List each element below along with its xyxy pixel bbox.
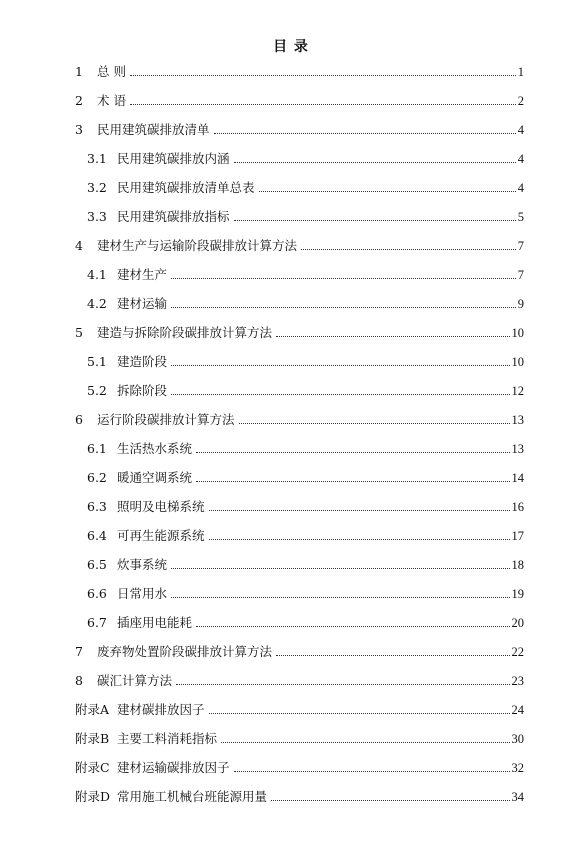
toc-entry-label: 建造阶段 bbox=[117, 354, 168, 369]
toc-dot-leader bbox=[209, 510, 510, 511]
toc-dot-leader bbox=[130, 104, 516, 105]
toc-entry-page-number: 2 bbox=[517, 94, 524, 108]
toc-entry-page-number: 13 bbox=[511, 442, 524, 456]
toc-entry-page-number: 20 bbox=[511, 616, 524, 630]
toc-dot-leader bbox=[130, 75, 516, 76]
toc-dot-leader bbox=[239, 423, 510, 424]
toc-entry-text bbox=[75, 324, 274, 342]
toc-entry-number: 附录C bbox=[75, 760, 110, 775]
toc-entry-label: 民用建筑碳排放清单 bbox=[97, 122, 210, 137]
toc-dot-leader bbox=[196, 626, 509, 627]
toc-dot-leader bbox=[196, 452, 509, 453]
toc-entry-number: 6.6 bbox=[87, 586, 107, 601]
toc-entry[interactable] bbox=[75, 701, 524, 719]
toc-dot-leader bbox=[171, 278, 516, 279]
toc-entry[interactable] bbox=[87, 469, 524, 487]
toc-entry-number: 6.1 bbox=[87, 441, 107, 456]
toc-dot-leader bbox=[171, 365, 509, 366]
toc-entry-label: 主要工料消耗指标 bbox=[117, 731, 218, 746]
toc-dot-leader bbox=[301, 249, 516, 250]
toc-entry-text bbox=[75, 788, 269, 806]
toc-title: 目 录 bbox=[273, 39, 309, 55]
toc-entry-text bbox=[75, 730, 219, 748]
toc-entry-label: 日常用水 bbox=[117, 586, 168, 601]
toc-entry-number: 附录A bbox=[75, 702, 110, 717]
toc-entry-page-number: 16 bbox=[511, 500, 524, 514]
toc-entry-label: 照明及电梯系统 bbox=[117, 499, 205, 514]
toc-entry-label: 常用施工机械台班能源用量 bbox=[117, 789, 268, 804]
toc-entry-number: 7 bbox=[75, 644, 83, 659]
toc-entry[interactable] bbox=[87, 150, 524, 168]
toc-entry-number: 附录B bbox=[75, 731, 110, 746]
toc-entry[interactable] bbox=[87, 556, 524, 574]
toc-entry-label: 碳汇计算方法 bbox=[97, 673, 173, 688]
toc-entry[interactable] bbox=[87, 382, 524, 400]
toc-entry-label: 拆除阶段 bbox=[117, 383, 168, 398]
toc-entry[interactable] bbox=[75, 63, 524, 81]
toc-entry-text bbox=[87, 556, 169, 574]
toc-entry-page-number: 10 bbox=[511, 355, 524, 369]
toc-entry-number: 3.1 bbox=[87, 151, 107, 166]
toc-entry-page-number: 5 bbox=[517, 210, 524, 224]
toc-entry-page-number: 1 bbox=[517, 65, 524, 79]
toc-entry[interactable] bbox=[87, 295, 524, 313]
toc-entry-page-number: 22 bbox=[511, 645, 524, 659]
toc-entry-number: 6.7 bbox=[87, 615, 107, 630]
toc-entry-page-number: 4 bbox=[517, 181, 524, 195]
toc-entry-text bbox=[87, 469, 194, 487]
toc-entry[interactable] bbox=[75, 237, 524, 255]
toc-entry-number: 6.4 bbox=[87, 528, 107, 543]
toc-entry-text bbox=[75, 759, 232, 777]
toc-entry-text bbox=[75, 63, 128, 81]
toc-entry-number: 1 bbox=[75, 64, 83, 79]
toc-entry-text bbox=[75, 121, 212, 139]
toc-entry-label: 民用建筑碳排放指标 bbox=[117, 209, 230, 224]
toc-entry-text bbox=[87, 614, 194, 632]
toc-entry-label: 建材生产 bbox=[117, 267, 168, 282]
toc-entry-label: 民用建筑碳排放清单总表 bbox=[117, 180, 255, 195]
toc-entry[interactable] bbox=[75, 730, 524, 748]
toc-entry-number: 6.2 bbox=[87, 470, 107, 485]
toc-entry[interactable] bbox=[75, 121, 524, 139]
toc-dot-leader bbox=[171, 307, 516, 308]
toc-entry-text bbox=[87, 150, 232, 168]
toc-entry-page-number: 4 bbox=[517, 123, 524, 137]
toc-dot-leader bbox=[196, 481, 509, 482]
toc-entry-number: 2 bbox=[75, 93, 83, 108]
toc-entry[interactable] bbox=[87, 208, 524, 226]
toc-entry-label: 总 则 bbox=[97, 64, 126, 79]
toc-entry-text bbox=[87, 382, 169, 400]
toc-entry[interactable] bbox=[87, 527, 524, 545]
toc-entry-page-number: 10 bbox=[511, 326, 524, 340]
toc-entry-label: 建材运输碳排放因子 bbox=[117, 760, 230, 775]
toc-dot-leader bbox=[176, 684, 509, 685]
toc-entry[interactable] bbox=[87, 614, 524, 632]
toc-entry-label: 可再生能源系统 bbox=[117, 528, 205, 543]
toc-entry-text bbox=[75, 643, 274, 661]
toc-entry-number: 附录D bbox=[75, 789, 111, 804]
toc-dot-leader bbox=[171, 568, 509, 569]
toc-entry-page-number: 32 bbox=[511, 761, 524, 775]
toc-entry-page-number: 9 bbox=[517, 297, 524, 311]
toc-entry-page-number: 30 bbox=[511, 732, 524, 746]
toc-entry-text bbox=[87, 440, 194, 458]
toc-entry-page-number: 24 bbox=[511, 703, 524, 717]
toc-entry-number: 5.2 bbox=[87, 383, 107, 398]
toc-entry[interactable] bbox=[75, 92, 524, 110]
toc-entry-number: 6.5 bbox=[87, 557, 107, 572]
toc-entry-text bbox=[75, 701, 207, 719]
toc-entry-number: 5.1 bbox=[87, 354, 107, 369]
toc-dot-leader bbox=[214, 133, 516, 134]
toc-entry-text bbox=[87, 266, 169, 284]
toc-dot-leader bbox=[209, 713, 510, 714]
toc-dot-leader bbox=[234, 162, 516, 163]
toc-entry-number: 3.2 bbox=[87, 180, 107, 195]
toc-dot-leader bbox=[271, 800, 509, 801]
toc-entry-label: 民用建筑碳排放内涵 bbox=[117, 151, 230, 166]
toc-dot-leader bbox=[259, 191, 516, 192]
toc-entry-text bbox=[87, 179, 257, 197]
toc-entry-text bbox=[75, 411, 237, 429]
toc-entry-text bbox=[87, 295, 169, 313]
toc-entry[interactable] bbox=[75, 643, 524, 661]
toc-entry[interactable] bbox=[87, 179, 524, 197]
toc-entry-label: 建造与拆除阶段碳排放计算方法 bbox=[97, 325, 273, 340]
toc-entry[interactable] bbox=[75, 411, 524, 429]
toc-entry-page-number: 17 bbox=[511, 529, 524, 543]
toc-entry-text bbox=[87, 527, 207, 545]
toc-entry[interactable] bbox=[75, 788, 524, 806]
toc-entry-label: 建材生产与运输阶段碳排放计算方法 bbox=[97, 238, 298, 253]
toc-entry[interactable] bbox=[87, 498, 524, 516]
toc-entry-text bbox=[87, 585, 169, 603]
toc-entry-page-number: 12 bbox=[511, 384, 524, 398]
toc-entry-page-number: 34 bbox=[511, 790, 524, 804]
toc-entry-label: 建材碳排放因子 bbox=[117, 702, 205, 717]
toc-entry-number: 6.3 bbox=[87, 499, 107, 514]
toc-entry-number: 5 bbox=[75, 325, 83, 340]
toc-entry-label: 运行阶段碳排放计算方法 bbox=[97, 412, 235, 427]
toc-entry-label: 炊事系统 bbox=[117, 557, 168, 572]
toc-entry-number: 6 bbox=[75, 412, 83, 427]
toc-dot-leader bbox=[234, 220, 516, 221]
toc-entry-number: 8 bbox=[75, 673, 83, 688]
toc-entry[interactable] bbox=[75, 672, 524, 690]
toc-entry-page-number: 23 bbox=[511, 674, 524, 688]
toc-entry-text bbox=[87, 498, 207, 516]
toc-entry-label: 术 语 bbox=[97, 93, 126, 108]
toc-dot-leader bbox=[234, 771, 510, 772]
toc-entry-label: 暖通空调系统 bbox=[117, 470, 193, 485]
toc-entry[interactable] bbox=[87, 353, 524, 371]
toc-entry-page-number: 7 bbox=[517, 268, 524, 282]
toc-entry-text bbox=[87, 353, 169, 371]
toc-entry-text bbox=[87, 208, 232, 226]
toc-entry-text bbox=[75, 92, 128, 110]
toc-entry-page-number: 19 bbox=[511, 587, 524, 601]
toc-entry-page-number: 4 bbox=[517, 152, 524, 166]
toc-entry-label: 废弃物处置阶段碳排放计算方法 bbox=[97, 644, 273, 659]
toc-dot-leader bbox=[276, 336, 509, 337]
toc-entry-page-number: 18 bbox=[511, 558, 524, 572]
toc-dot-leader bbox=[209, 539, 510, 540]
toc-dot-leader bbox=[276, 655, 509, 656]
toc-entry-number: 3 bbox=[75, 122, 83, 137]
toc-dot-leader bbox=[171, 597, 509, 598]
toc-entry-page-number: 7 bbox=[517, 239, 524, 253]
toc-entry[interactable] bbox=[87, 440, 524, 458]
toc-dot-leader bbox=[221, 742, 509, 743]
toc-entry-number: 4 bbox=[75, 238, 83, 253]
toc-entry-page-number: 13 bbox=[511, 413, 524, 427]
toc-entry[interactable] bbox=[75, 324, 524, 342]
toc-entry-label: 插座用电能耗 bbox=[117, 615, 193, 630]
toc-entry[interactable] bbox=[75, 759, 524, 777]
toc-entry-number: 4.2 bbox=[87, 296, 107, 311]
toc-entry[interactable] bbox=[87, 266, 524, 284]
toc-dot-leader bbox=[171, 394, 509, 395]
toc-entry-number: 4.1 bbox=[87, 267, 107, 282]
toc-entry-text bbox=[75, 237, 299, 255]
toc-entry-page-number: 14 bbox=[511, 471, 524, 485]
toc-entry-text bbox=[75, 672, 174, 690]
toc-entry-number: 3.3 bbox=[87, 209, 107, 224]
toc-entry[interactable] bbox=[87, 585, 524, 603]
toc-entry-label: 生活热水系统 bbox=[117, 441, 193, 456]
toc-entry-label: 建材运输 bbox=[117, 296, 168, 311]
